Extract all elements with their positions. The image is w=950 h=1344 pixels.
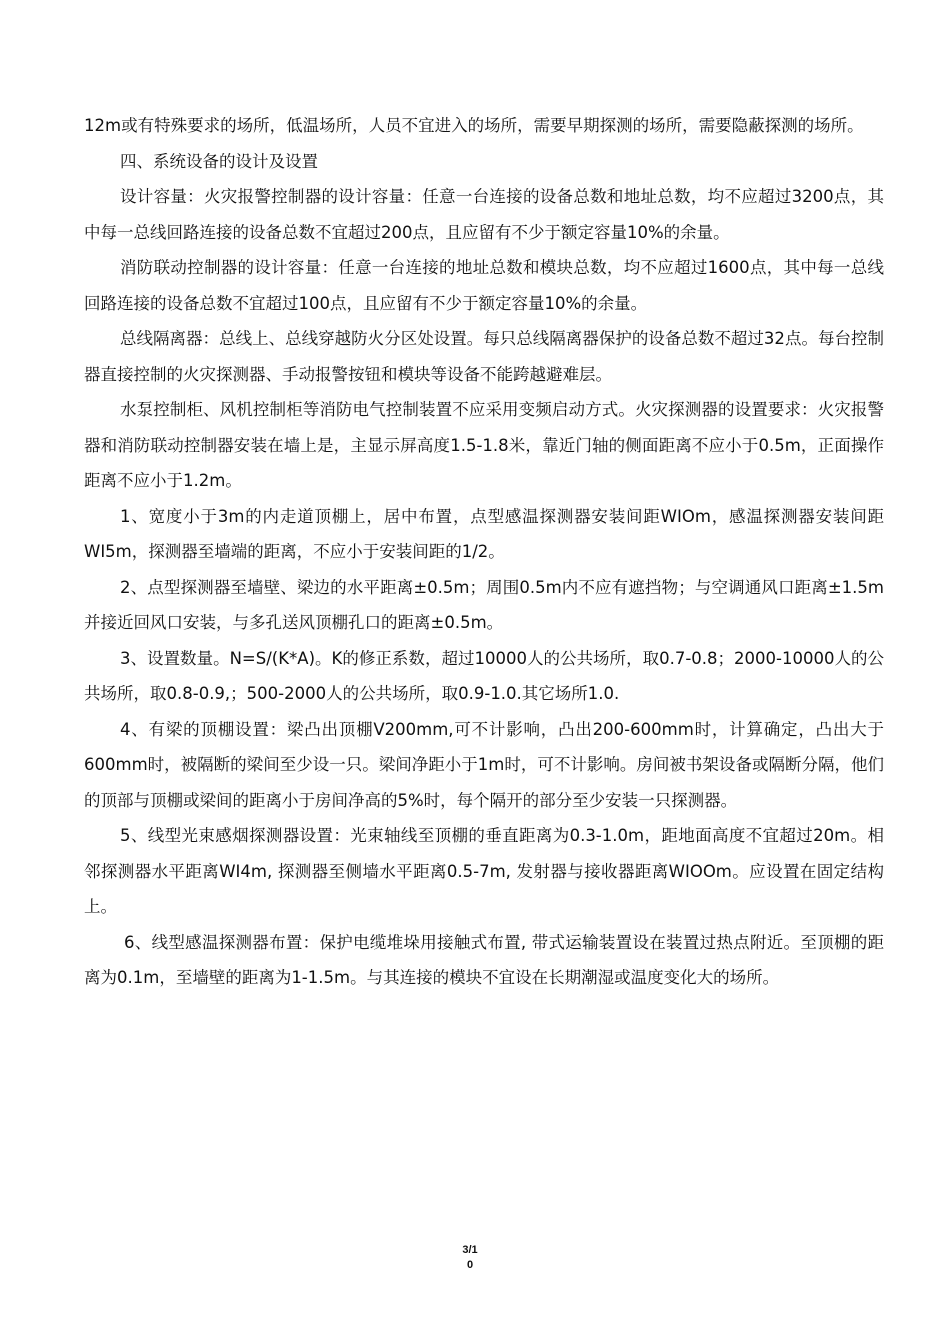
list-item-1: 1、宽度小于3m的内走道顶棚上，居中布置，点型感温探测器安装间距WIOm，感温探测器安装间距WI5m，探测器至墙端的距离，不应小于安装间距的1/2。 (84, 506, 884, 561)
list-item-3: 3、设置数量。N=S/(K*A)。K的修正系数，超过10000人的公共场所，取0.7-0.8；2000-10000人的公共场所，取0.8-0.9,；500-2000人的公共场所，取0.9-1.0.其它场所1.0. (84, 648, 884, 703)
section-heading: 四、系统设备的设计及设置 (120, 151, 318, 171)
list-item-5: 5、线型光束感烟探测器设置：光束轴线至顶棚的垂直距离为0.3-1.0m，距地面高度不宜超过20m。相邻探测器水平距离WI4m, 探测器至侧墙水平距离0.5-7m, 发射器与接收器距离WIOOm。应设置在固定结构上。 (84, 826, 884, 916)
page-number (450, 1243, 490, 1273)
paragraph-bus-isolator: 总线隔离器：总线上、总线穿越防火分区处设置。每只总线隔离器保护的设备总数不超过32点。每台控制器直接控制的火灾探测器、手动报警按钮和模块等设备不能跨越避难层。 (84, 329, 884, 384)
page-number-line-2: 0 (466, 1259, 474, 1271)
paragraph-linkage-controller: 消防联动控制器的设计容量：任意一台连接的地址总数和模块总数，均不应超过1600点，其中每一总线回路连接的设备总数不宜超过100点，且应留有不少于额定容量10%的余量。 (84, 258, 884, 313)
list-item-2: 2、点型探测器至墙壁、梁边的水平距离±0.5m；周围0.5m内不应有遮挡物；与空调通风口距离±1.5m并接近回风口安装，与多孔送风顶棚孔口的距离±0.5m。 (84, 577, 884, 632)
page-number-line-1: 3/1 (462, 1244, 478, 1256)
list-item-4: 4、有梁的顶棚设置：梁凸出顶棚V200mm,可不计影响，凸出200-600mm时，计算确定，凸出大于600mm时，被隔断的梁间至少设一只。梁间净距小于1m时，可不计影响。房间被书架设备或隔断分隔，他们的顶部与顶棚或梁间的距离小于房间净高的5%时，每个隔开的部分至少安装一只探测器。 (84, 719, 884, 810)
document-body (84, 108, 884, 996)
paragraph-design-capacity: 设计容量：火灾报警控制器的设计容量：任意一台连接的设备总数和地址总数，均不应超过3200点，其中每一总线回路连接的设备总数不宜超过200点，且应留有不少于额定容量10%的余量。 (84, 187, 884, 242)
paragraph-continuation: 12m或有特殊要求的场所，低温场所，人员不宜进入的场所，需要早期探测的场所，需要隐蔽探测的场所。 (84, 116, 864, 135)
list-item-6: 6、线型感温探测器布置：保护电缆堆垛用接触式布置, 带式运输装置设在装置过热点附近。至顶棚的距离为0.1m，至墙壁的距离为1-1.5m。与其连接的模块不宜设在长期潮湿或温度变化大的场所。 (84, 932, 884, 987)
paragraph-pump-control: 水泵控制柜、风机控制柜等消防电气控制装置不应采用变频启动方式。火灾探测器的设置要求：火灾报警器和消防联动控制器安装在墙上是，主显示屏高度1.5-1.8米，靠近门轴的侧面距离不应小于0.5m，正面操作距离不应小于1.2m。 (84, 400, 884, 490)
